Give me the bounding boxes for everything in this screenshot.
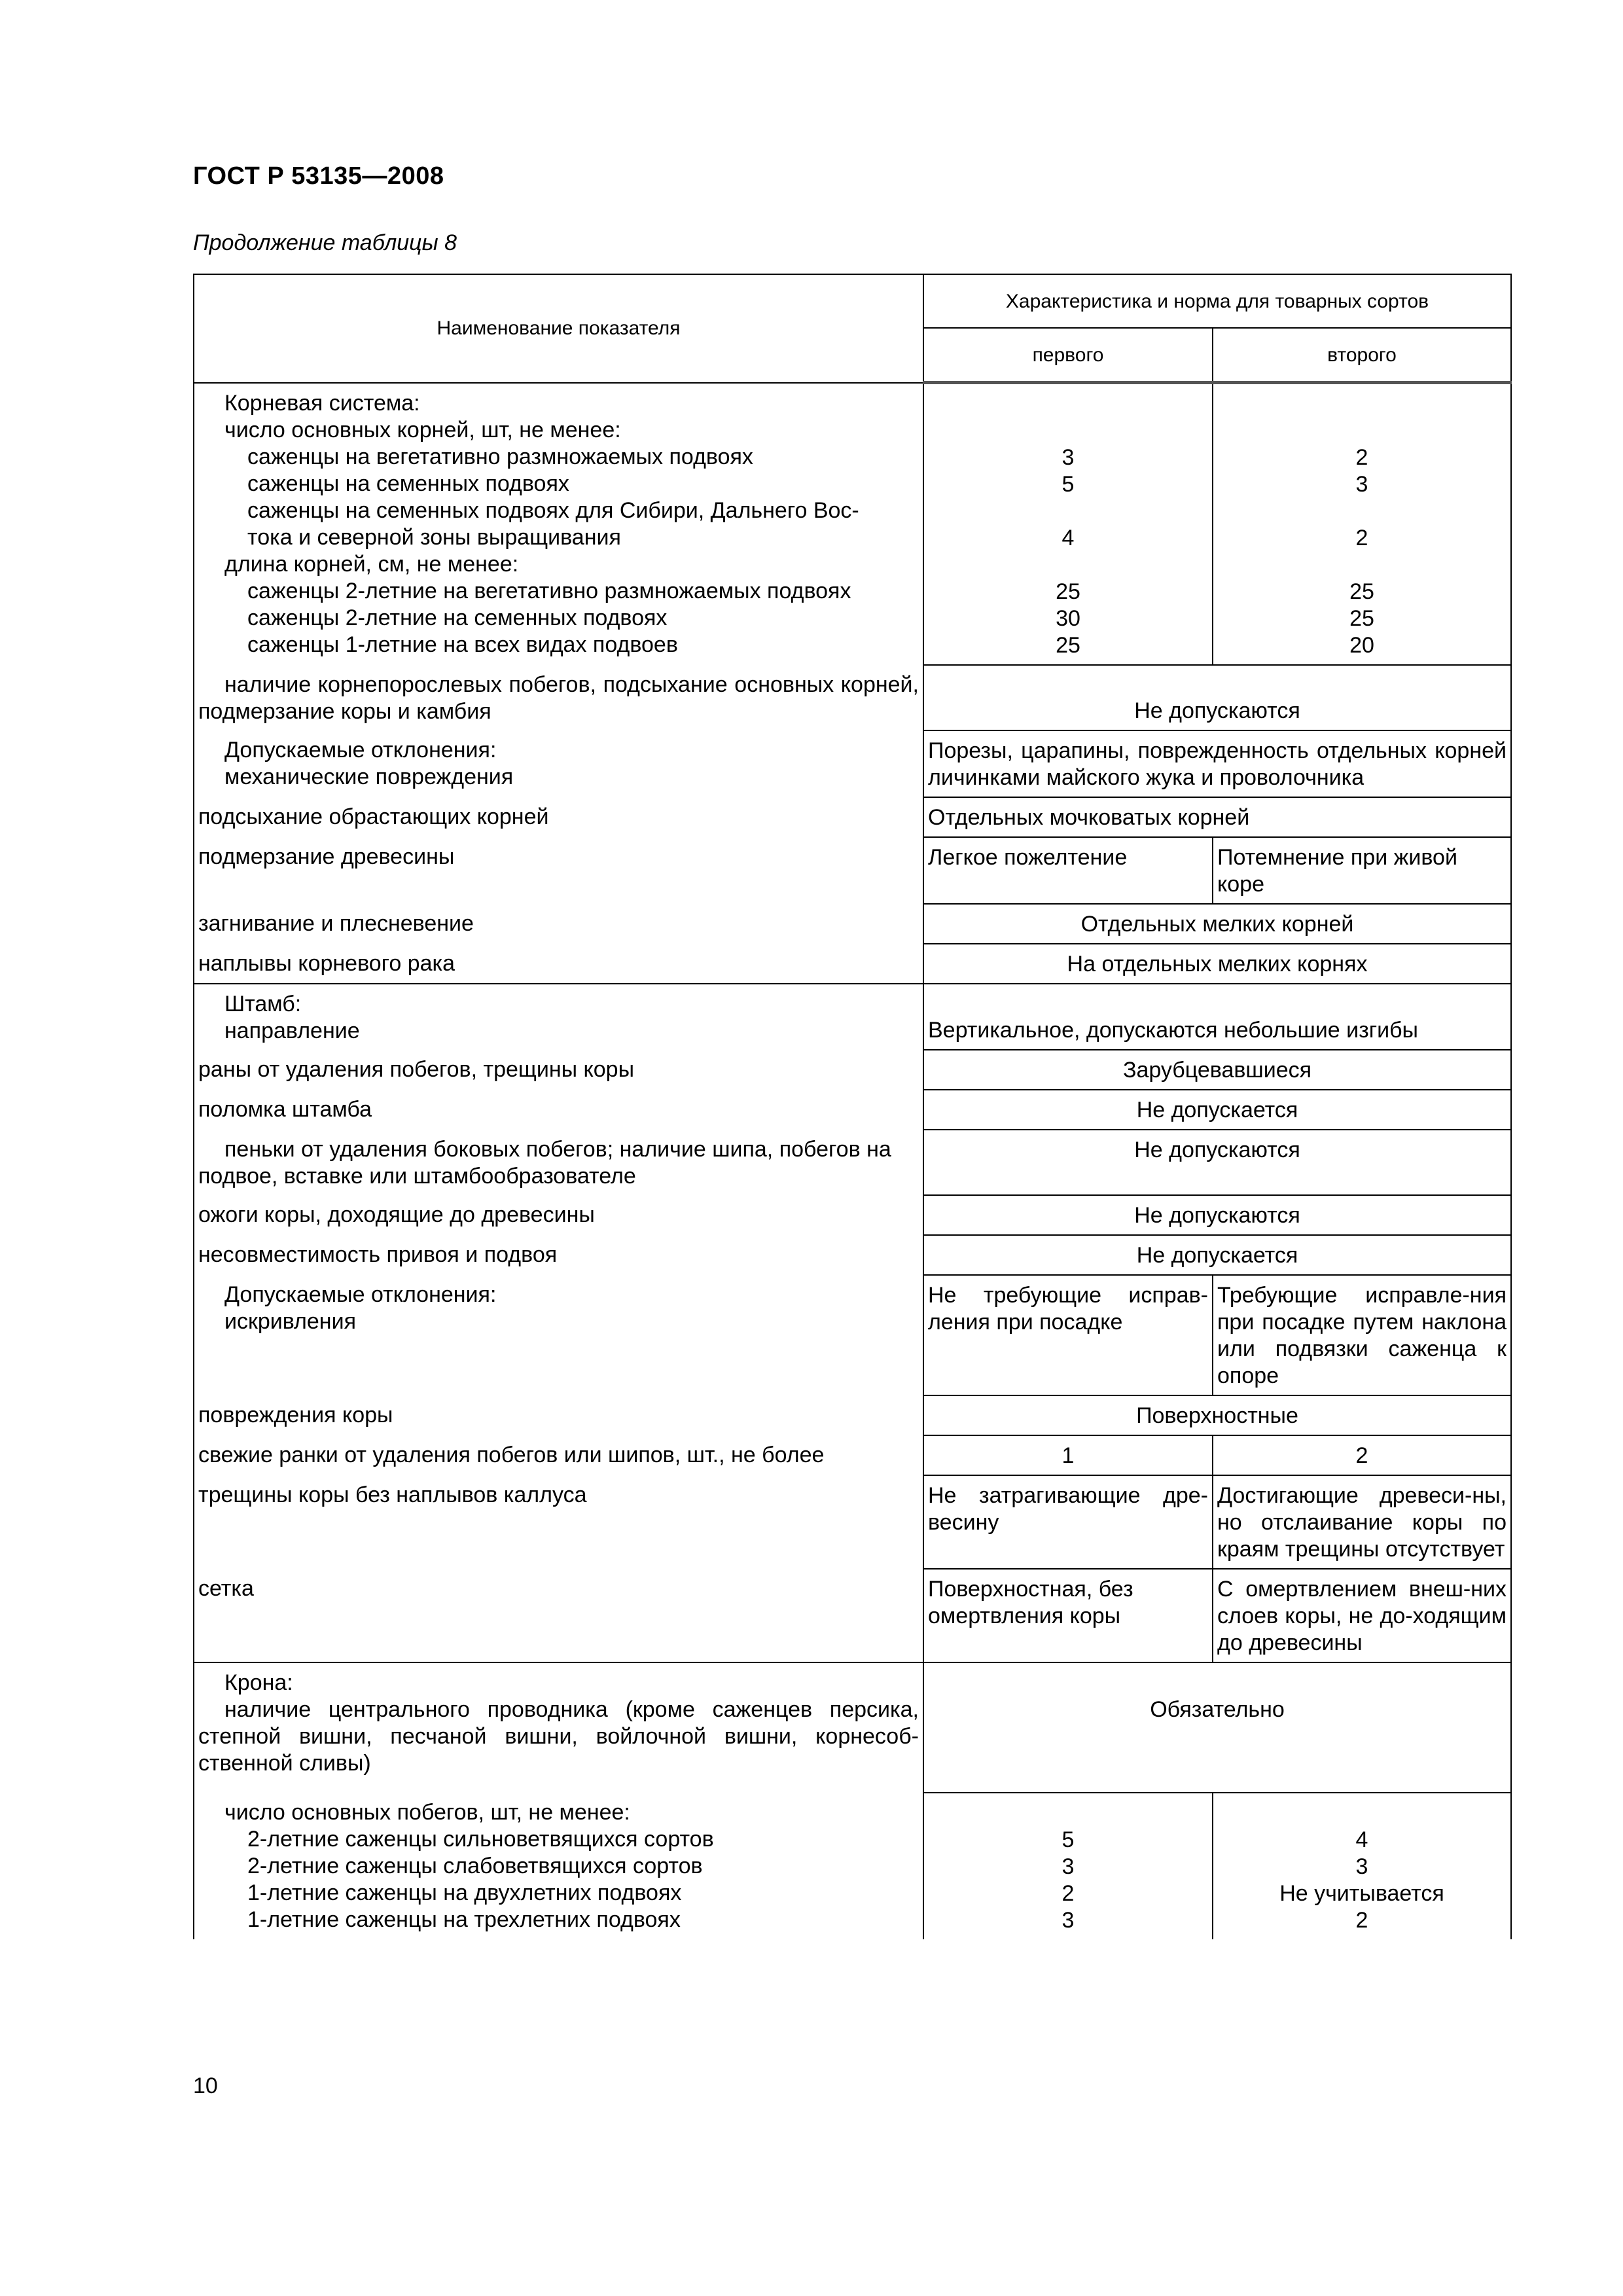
table-row [194, 1435, 1511, 1475]
table-row [194, 904, 1511, 944]
cell-first: 1 [923, 1435, 1213, 1475]
table-row [194, 797, 1511, 837]
cell-label: свежие ранки от удаления побегов или шипов, шт., не более [194, 1435, 923, 1475]
cell-value: Порезы, царапины, поврежденность отдельных корней личинками майского жука и проволочника [923, 730, 1511, 797]
cell-value: Не допускаются [923, 1195, 1511, 1235]
cell-value: Не допускается [923, 1090, 1511, 1130]
cell-value: Обязательно [923, 1662, 1511, 1793]
cell-value: Поверхностные [923, 1395, 1511, 1435]
table-row [194, 1130, 1511, 1195]
table-row [194, 1569, 1511, 1662]
cell-label: несовместимость привоя и подвоя [194, 1235, 923, 1275]
spec-table [193, 274, 1512, 1939]
cell-label: пеньки от удаления боковых побегов; наличие шипа, побегов на подвое, вставке или штамбообразователе [194, 1130, 923, 1195]
cell-value: Не допускается [923, 1235, 1511, 1275]
cell-value: Вертикальное, допускаются небольшие изгибы [923, 984, 1511, 1050]
cell-value: Отдельных мочковатых корней [923, 797, 1511, 837]
cell-label: Допускаемые отклонения: искривления [194, 1275, 923, 1395]
cell-value: Не допускаются [923, 665, 1511, 730]
header-first: первого [923, 328, 1213, 383]
table-row [194, 1395, 1511, 1435]
cell-second: Достигающие древеси-ны, но отслаивание коры по краям трещины отсутствует [1213, 1475, 1511, 1569]
header-norm: Характеристика и норма для товарных сортов [923, 274, 1511, 328]
cell-second: Требующие исправле-ния при посадке путем наклона или подвязки саженца к опоре [1213, 1275, 1511, 1395]
table-row [194, 984, 1511, 1050]
table-row [194, 944, 1511, 984]
page-number: 10 [193, 2073, 218, 2098]
cell-label: раны от удаления побегов, трещины коры [194, 1050, 923, 1090]
document-header: ГОСТ Р 53135—2008 [193, 162, 444, 190]
cell-label: число основных побегов, шт, не менее: 2-летние саженцы сильноветвящихся сортов 2-летние саженцы слабоветвящихся сортов 1-летние саженцы на двухлетних подвоях 1-летние саженцы на трехлетних подвоях [194, 1793, 923, 1939]
cell-second: Потемнение при живой коре [1213, 837, 1511, 904]
cell-label: трещины коры без наплывов каллуса [194, 1475, 923, 1569]
table-row [194, 1235, 1511, 1275]
cell-label: Крона: наличие центрального проводника (кроме саженцев персика, степной вишни, песчаной вишни, войлочной вишни, корнесоб-ственной сливы) [194, 1662, 923, 1793]
cell-value: На отдельных мелких корнях [923, 944, 1511, 984]
roots-second: 2 3 2 25 25 20 [1213, 383, 1511, 666]
cell-first: Не затрагивающие дре-весину [923, 1475, 1213, 1569]
table-row [194, 730, 1511, 797]
cell-label: Штамб: направление [194, 984, 923, 1050]
table-row [194, 1275, 1511, 1395]
table-row [194, 837, 1511, 904]
table-row [194, 383, 1511, 666]
table-row [194, 1050, 1511, 1090]
cell-label: подсыхание обрастающих корней [194, 797, 923, 837]
cell-label: сетка [194, 1569, 923, 1662]
cell-value: Отдельных мелких корней [923, 904, 1511, 944]
cell-label: наличие корнепорослевых побегов, подсыхание основных корней, подмерзание коры и камбия [194, 665, 923, 730]
table-row [194, 665, 1511, 730]
cell-first: Не требующие исправ-ления при посадке [923, 1275, 1213, 1395]
cell-first: Легкое пожелтение [923, 837, 1213, 904]
cell-second: С омертвлением внеш-них слоев коры, не до-ходящим до древесины [1213, 1569, 1511, 1662]
cell-value: Зарубцевавшиеся [923, 1050, 1511, 1090]
cell-label: подмерзание древесины [194, 837, 923, 904]
cell-label: ожоги коры, доходящие до древесины [194, 1195, 923, 1235]
table-row [194, 1793, 1511, 1939]
table-row [194, 1475, 1511, 1569]
header-name: Наименование показателя [194, 274, 923, 383]
cell-value: Не допускаются [923, 1130, 1511, 1195]
cell-label: загнивание и плесневение [194, 904, 923, 944]
cell-first: Поверхностная, без омертвления коры [923, 1569, 1213, 1662]
cell-second: 4 3 Не учитывается 2 [1213, 1793, 1511, 1939]
roots-first: 3 5 4 25 30 25 [923, 383, 1213, 666]
cell-label: поломка штамба [194, 1090, 923, 1130]
table-row [194, 1195, 1511, 1235]
cell-label: наплывы корневого рака [194, 944, 923, 984]
cell-second: 2 [1213, 1435, 1511, 1475]
table-row [194, 1662, 1511, 1793]
roots-labels: Корневая система: число основных корней, шт, не менее: саженцы на вегетативно размножаемых подвоях саженцы на семенных подвоях саженцы на семенных подвоях для Сибири, Дальнего Вос- тока и северной зоны выращивания длина корней, см, не менее: саженцы 2-летние на вегетативно размножаемых подвоях саженцы 2-летние на семенных подвоях саженцы 1-летние на всех видах подвоев [194, 383, 923, 666]
table-row [194, 1090, 1511, 1130]
table-caption: Продолжение таблицы 8 [193, 230, 457, 255]
cell-first: 5 3 2 3 [923, 1793, 1213, 1939]
header-second: второго [1213, 328, 1511, 383]
cell-label: повреждения коры [194, 1395, 923, 1435]
cell-label: Допускаемые отклонения: механические повреждения [194, 730, 923, 797]
